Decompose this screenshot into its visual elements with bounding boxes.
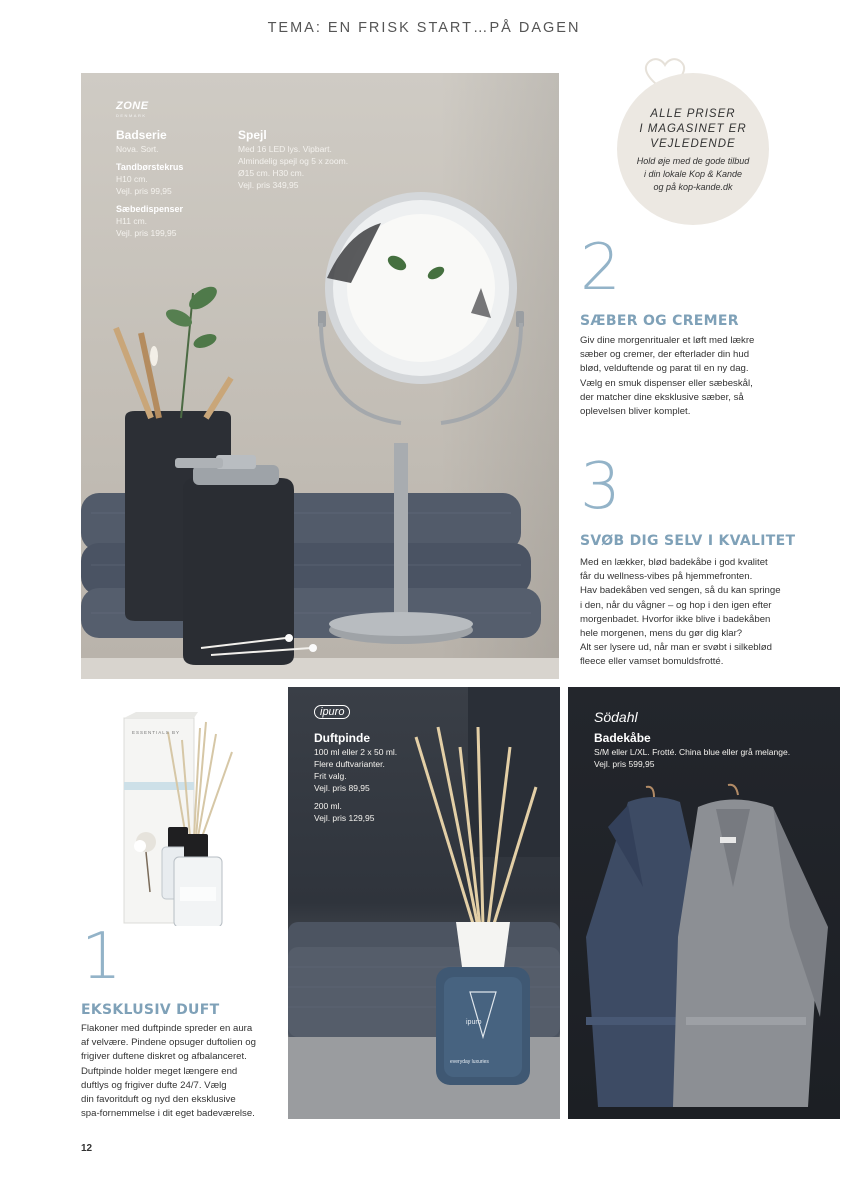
- saebedispenser-size: H11 cm.: [116, 216, 148, 226]
- badge-headline-line: ALLE PRISER: [650, 108, 736, 120]
- badge-headline: [617, 107, 769, 152]
- section-2-number: 2: [580, 231, 621, 305]
- body-line: Giv dine morgenritualer et løft med lækre: [580, 335, 755, 346]
- duftpinde-info: [314, 731, 444, 824]
- body-line: i den, når du vågner – og hop i den igen efter: [580, 599, 772, 611]
- ipuro-logo: ipuro: [314, 705, 350, 719]
- spejl-line1: Med 16 LED lys. Vipbart.: [238, 144, 332, 154]
- tandborstekrus-title: Tandbørstekrus: [116, 162, 184, 172]
- badekaabe-title: Badekåbe: [594, 731, 651, 745]
- body-line: af velvære. Pindene opsuger duftolien og: [81, 1037, 256, 1049]
- section-1-body: [81, 1022, 281, 1121]
- spejl-title: Spejl: [238, 128, 267, 142]
- diffuser-box-illustration: [116, 712, 246, 926]
- spejl-info: [238, 128, 388, 191]
- section-1-title: EKSKLUSIV DUFT: [81, 1002, 220, 1018]
- body-line: får du wellness-vibes på hjemmefronten.: [580, 571, 753, 583]
- badserie-info: [116, 128, 226, 239]
- body-line: Alt ser lysere ud, når man er svøbt i silkeblød: [580, 642, 772, 654]
- duftpinde-price1: Vejl. pris 89,95: [314, 783, 370, 793]
- body-line: duftlys og frigiver dufte 24/7. Vælg: [81, 1079, 227, 1091]
- body-line: sæber og cremer, der efterlader din hud: [580, 349, 750, 361]
- price-info-badge: [617, 73, 769, 225]
- page-number: 12: [81, 1143, 93, 1154]
- badge-headline-line: I MAGASINET ER: [639, 123, 747, 135]
- saebedispenser-price: Vejl. pris 199,95: [116, 228, 177, 238]
- spejl-line3: Ø15 cm. H30 cm.: [238, 168, 305, 178]
- spejl-line2: Almindelig spejl og 5 x zoom.: [238, 156, 349, 166]
- bathrobe-photo: [568, 687, 840, 1119]
- duftpinde-line2: Flere duftvarianter.: [314, 759, 385, 769]
- diffuser-box-photo: [116, 712, 246, 926]
- page-header-title: TEMA: EN FRISK START…PÅ DAGEN: [267, 20, 581, 36]
- bottle-logo: ipuro: [466, 1019, 482, 1026]
- section-1-number: 1: [81, 920, 122, 994]
- body-line: Vælg en smuk dispenser eller sæbeskål,: [580, 377, 753, 389]
- body-line: hele morgenen, mens du gør dig klar?: [580, 628, 743, 640]
- duftpinde-line3: Frit valg.: [314, 771, 347, 781]
- body-line: Med en lækker, blød badekåbe i god kvalitet: [580, 557, 768, 568]
- body-line: blød, velduftende og parat til en ny dag.: [580, 363, 749, 375]
- body-line: din favoritduft og nyd den eksklusive: [81, 1094, 236, 1106]
- saebedispenser-title: Sæbedispenser: [116, 204, 184, 214]
- spejl-price: Vejl. pris 349,95: [238, 180, 299, 190]
- badge-headline-line: VEJLEDENDE: [650, 138, 736, 150]
- badekaabe-info: [594, 731, 834, 770]
- body-line: der matcher dine eksklusive sæber, så: [580, 391, 744, 403]
- tandborstekrus-price: Vejl. pris 99,95: [116, 186, 172, 196]
- duftpinde-line1: 100 ml eller 2 x 50 ml.: [314, 747, 398, 757]
- badge-subline-line: og på kop-kande.dk: [653, 182, 733, 192]
- section-3-body: [580, 556, 820, 670]
- badge-subline-line: i din lokale Kop & Kande: [643, 169, 743, 179]
- bottle-text: everyday luxuries: [450, 1059, 489, 1065]
- body-line: morgenbadet. Hvorfor ikke blive i badekåben: [580, 613, 771, 625]
- section-3-title: SVØB DIG SELV I KVALITET: [580, 533, 796, 549]
- box-label: ESSENTIALS BY: [132, 730, 181, 735]
- badekaabe-price: Vejl. pris 599,95: [594, 759, 655, 769]
- badge-subline-line: Hold øje med de gode tilbud: [636, 156, 750, 166]
- body-line: Hav badekåben ved sengen, så du kan springe: [580, 585, 781, 597]
- body-line: fleece eller vamset bomuldsfrotté.: [580, 656, 724, 668]
- zone-logo: ZONE: [116, 100, 149, 112]
- zone-logo-sub: DENMARK: [116, 113, 147, 118]
- duftpinde-title: Duftpinde: [314, 731, 370, 745]
- section-2-body: [580, 334, 780, 419]
- bathroom-photo: [81, 73, 559, 679]
- tandborstekrus-size: H10 cm.: [116, 174, 148, 184]
- badserie-sub: Nova. Sort.: [116, 144, 159, 154]
- body-line: spa-fornemmelse i dit eget badeværelse.: [81, 1108, 255, 1120]
- badekaabe-line1: S/M eller L/XL. Frotté. China blue eller grå melange.: [594, 747, 791, 757]
- duftpinde-price2: Vejl. pris 129,95: [314, 813, 375, 823]
- body-line: Duftpinde holder meget længere end: [81, 1065, 238, 1077]
- section-3-number: 3: [580, 450, 621, 524]
- duftpinde-size2: 200 ml.: [314, 801, 342, 811]
- sodahl-logo: Södahl: [594, 709, 638, 725]
- body-line: Flakoner med duftpinde spreder en aura: [81, 1023, 253, 1034]
- diffuser-photo: [288, 687, 560, 1119]
- body-line: oplevelsen bliver komplet.: [580, 406, 691, 418]
- section-2-title: SÆBER OG CREMER: [580, 313, 739, 329]
- body-line: frigiver duftene diskret og afbalanceret.: [81, 1051, 247, 1063]
- badge-subline: [617, 155, 769, 194]
- badserie-title: Badserie: [116, 128, 167, 142]
